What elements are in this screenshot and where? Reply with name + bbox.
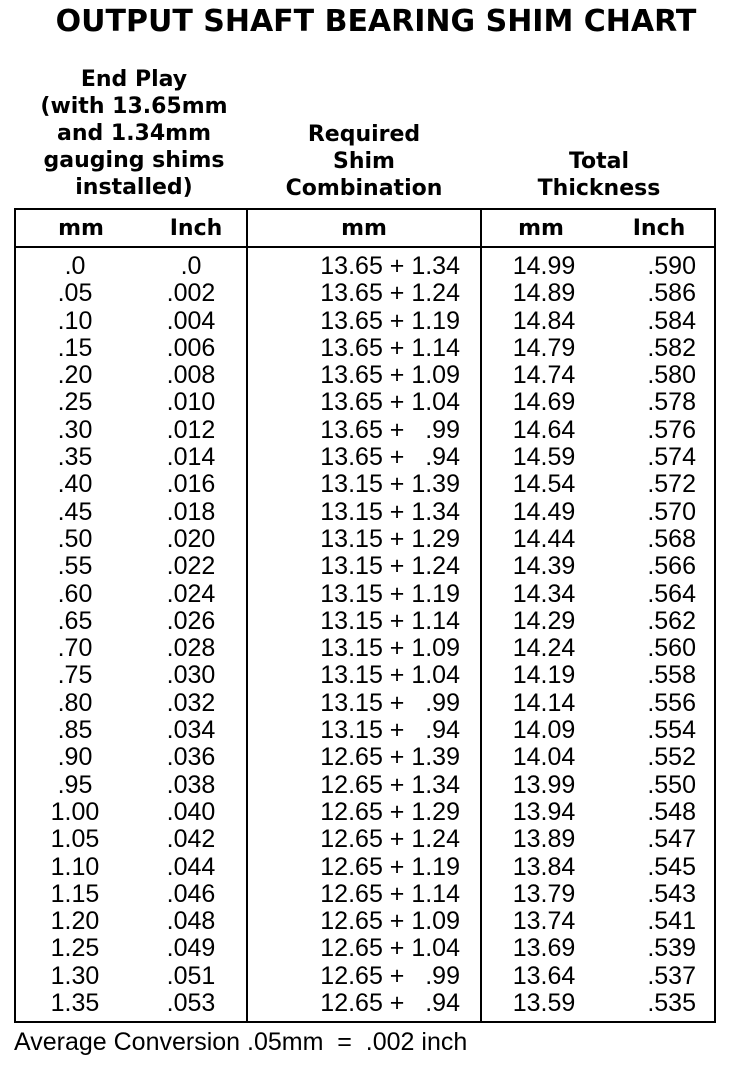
end-play-mm-cell: .45 [57, 497, 93, 526]
table-row [16, 526, 714, 553]
shim-combination-cell: 13.15 + 1.04 [320, 661, 460, 690]
end-play-inch-cell: .006 [166, 333, 216, 362]
end-play-mm-cell: .20 [57, 361, 93, 390]
page-title: OUTPUT SHAFT BEARING SHIM CHART [55, 4, 697, 39]
end-play-inch-cell: .012 [166, 415, 216, 444]
shim-combination-cell: 13.15 + .99 [320, 688, 460, 717]
shim-combination-cell: 13.15 + 1.24 [320, 552, 460, 581]
total-mm-cell: 13.69 [512, 934, 576, 963]
shim-combination-cell: 12.65 + .99 [320, 961, 460, 990]
shim-combination-cell: 13.15 + .94 [320, 716, 460, 745]
shim-combination-cell: 12.65 + 1.39 [320, 743, 460, 772]
end-play-mm-cell: .70 [57, 634, 93, 663]
shim-combination-cell: 12.65 + 1.19 [320, 852, 460, 881]
shim-combination-cell: 13.65 + 1.34 [320, 252, 460, 280]
total-inch-cell: .572 [647, 470, 696, 499]
end-play-inch-cell: .008 [166, 361, 216, 390]
total-mm-cell: 13.59 [512, 989, 576, 1018]
shim-combination-cell: 13.65 + 1.09 [320, 361, 460, 390]
table-row [16, 935, 714, 962]
end-play-inch-cell: .042 [166, 825, 216, 854]
total-inch-cell: .564 [647, 579, 696, 608]
table-row [16, 335, 714, 362]
total-mm-cell: 14.04 [512, 743, 576, 772]
total-mm-cell: 14.09 [512, 716, 576, 745]
shim-combination-cell: 13.65 + .99 [320, 415, 460, 444]
header-total-thickness: Total Thickness [537, 149, 661, 201]
total-mm-cell: 14.24 [512, 634, 576, 663]
total-inch-cell: .543 [647, 879, 696, 908]
table-row [16, 280, 714, 307]
shim-combination-cell: 12.65 + 1.14 [320, 879, 460, 908]
table-row [16, 799, 714, 826]
end-play-mm-cell: 1.10 [50, 852, 100, 881]
total-mm-cell: 14.74 [512, 361, 576, 390]
total-mm-cell: 14.49 [512, 497, 576, 526]
end-play-mm-cell: .25 [57, 388, 93, 417]
subheader-end-play-mm: mm [58, 216, 104, 241]
total-mm-cell: 14.54 [512, 470, 576, 499]
end-play-inch-cell: .026 [166, 606, 216, 635]
end-play-inch-cell: .051 [166, 961, 216, 990]
end-play-mm-cell: .05 [57, 279, 93, 308]
end-play-inch-cell: .048 [166, 907, 216, 936]
end-play-mm-cell: .65 [57, 606, 93, 635]
subheader-end-play-inch: Inch [169, 216, 223, 241]
table-row [16, 253, 714, 280]
total-inch-cell: .554 [647, 716, 696, 745]
end-play-inch-cell: .036 [166, 743, 216, 772]
total-mm-cell: 14.64 [512, 415, 576, 444]
total-inch-cell: .576 [647, 415, 696, 444]
table-row [16, 471, 714, 498]
total-inch-cell: .547 [647, 825, 696, 854]
total-inch-cell: .541 [647, 907, 696, 936]
total-mm-cell: 13.99 [512, 770, 576, 799]
total-mm-cell: 13.74 [512, 907, 576, 936]
table-row [16, 662, 714, 689]
end-play-mm-cell: 1.30 [50, 961, 100, 990]
table-row [16, 854, 714, 881]
end-play-mm-cell: .60 [57, 579, 93, 608]
end-play-mm-cell: .35 [57, 443, 93, 472]
end-play-mm-cell: .80 [57, 688, 93, 717]
total-inch-cell: .558 [647, 661, 696, 690]
table-row [16, 553, 714, 580]
table-row [16, 690, 714, 717]
end-play-inch-cell: .014 [166, 443, 216, 472]
shim-combination-cell: 13.65 + 1.19 [320, 306, 460, 335]
total-mm-cell: 13.84 [512, 852, 576, 881]
total-inch-cell: .574 [647, 443, 696, 472]
subheader-shim-mm: mm [341, 216, 387, 241]
end-play-inch-cell: .046 [166, 879, 216, 908]
conversion-note: Average Conversion .05mm = .002 inch [14, 1028, 468, 1056]
end-play-inch-cell: .022 [166, 552, 216, 581]
table-row [16, 826, 714, 853]
total-mm-cell: 14.14 [512, 688, 576, 717]
total-inch-cell: .556 [647, 688, 696, 717]
end-play-inch-cell: .049 [166, 934, 216, 963]
total-inch-cell: .537 [647, 961, 696, 990]
total-mm-cell: 14.34 [512, 579, 576, 608]
total-inch-cell: .562 [647, 606, 696, 635]
total-mm-cell: 14.84 [512, 306, 576, 335]
end-play-mm-cell: .0 [64, 252, 86, 280]
end-play-inch-cell: .020 [166, 524, 216, 553]
end-play-inch-cell: .038 [166, 770, 216, 799]
end-play-inch-cell: .004 [166, 306, 216, 335]
total-mm-cell: 14.99 [512, 252, 576, 280]
end-play-mm-cell: .95 [57, 770, 93, 799]
shim-combination-cell: 12.65 + .94 [320, 989, 460, 1018]
total-mm-cell: 14.79 [512, 333, 576, 362]
total-mm-cell: 14.69 [512, 388, 576, 417]
table-row [16, 908, 714, 935]
end-play-inch-cell: .024 [166, 579, 216, 608]
end-play-inch-cell: .028 [166, 634, 216, 663]
end-play-mm-cell: 1.05 [50, 825, 100, 854]
end-play-mm-cell: 1.35 [50, 989, 100, 1018]
total-mm-cell: 14.29 [512, 606, 576, 635]
shim-combination-cell: 12.65 + 1.09 [320, 907, 460, 936]
end-play-mm-cell: .90 [57, 743, 93, 772]
total-inch-cell: .568 [647, 524, 696, 553]
table-body [16, 253, 714, 1017]
table-row [16, 772, 714, 799]
shim-combination-cell: 13.15 + 1.39 [320, 470, 460, 499]
total-inch-cell: .590 [647, 252, 696, 280]
end-play-inch-cell: .030 [166, 661, 216, 690]
end-play-mm-cell: .10 [57, 306, 93, 335]
shim-combination-cell: 12.65 + 1.34 [320, 770, 460, 799]
end-play-inch-cell: .044 [166, 852, 216, 881]
end-play-inch-cell: .010 [166, 388, 216, 417]
total-mm-cell: 14.19 [512, 661, 576, 690]
shim-combination-cell: 13.65 + 1.04 [320, 388, 460, 417]
shim-combination-cell: 13.15 + 1.19 [320, 579, 460, 608]
total-inch-cell: .535 [647, 989, 696, 1018]
header-end-play: End Play (with 13.65mm and 1.34mm gauging shims installed) [40, 67, 228, 200]
subheader-total-inch: Inch [632, 216, 686, 241]
shim-combination-cell: 13.65 + .94 [320, 443, 460, 472]
total-inch-cell: .584 [647, 306, 696, 335]
end-play-mm-cell: 1.00 [50, 797, 100, 826]
table-row [16, 308, 714, 335]
table-row [16, 881, 714, 908]
table-row [16, 717, 714, 744]
total-inch-cell: .539 [647, 934, 696, 963]
total-inch-cell: .550 [647, 770, 696, 799]
shim-combination-cell: 13.15 + 1.29 [320, 524, 460, 553]
shim-combination-cell: 12.65 + 1.29 [320, 797, 460, 826]
table-row [16, 963, 714, 990]
total-mm-cell: 13.79 [512, 879, 576, 908]
table-row [16, 635, 714, 662]
table-row [16, 744, 714, 771]
shim-combination-cell: 13.15 + 1.34 [320, 497, 460, 526]
total-mm-cell: 14.44 [512, 524, 576, 553]
end-play-mm-cell: 1.15 [50, 879, 100, 908]
total-inch-cell: .582 [647, 333, 696, 362]
total-inch-cell: .570 [647, 497, 696, 526]
total-inch-cell: .566 [647, 552, 696, 581]
end-play-mm-cell: .50 [57, 524, 93, 553]
end-play-mm-cell: .40 [57, 470, 93, 499]
total-mm-cell: 13.94 [512, 797, 576, 826]
end-play-inch-cell: .018 [166, 497, 216, 526]
shim-combination-cell: 12.65 + 1.24 [320, 825, 460, 854]
subheader-total-mm: mm [518, 216, 564, 241]
table-row [16, 990, 714, 1017]
shim-combination-cell: 12.65 + 1.04 [320, 934, 460, 963]
total-mm-cell: 13.64 [512, 961, 576, 990]
end-play-inch-cell: .040 [166, 797, 216, 826]
end-play-mm-cell: .75 [57, 661, 93, 690]
end-play-mm-cell: .85 [57, 716, 93, 745]
total-mm-cell: 14.39 [512, 552, 576, 581]
total-inch-cell: .552 [647, 743, 696, 772]
end-play-mm-cell: .15 [57, 333, 93, 362]
header-required-shim: Required Shim Combination [285, 122, 443, 201]
table-row [16, 499, 714, 526]
shim-combination-cell: 13.15 + 1.09 [320, 634, 460, 663]
end-play-inch-cell: .002 [166, 279, 216, 308]
shim-table [14, 208, 716, 1023]
table-row [16, 581, 714, 608]
total-mm-cell: 13.89 [512, 825, 576, 854]
table-row [16, 389, 714, 416]
total-inch-cell: .586 [647, 279, 696, 308]
table-row [16, 444, 714, 471]
end-play-inch-cell: .016 [166, 470, 216, 499]
shim-combination-cell: 13.15 + 1.14 [320, 606, 460, 635]
end-play-inch-cell: .034 [166, 716, 216, 745]
table-row [16, 608, 714, 635]
total-inch-cell: .578 [647, 388, 696, 417]
end-play-mm-cell: 1.20 [50, 907, 100, 936]
end-play-inch-cell: .053 [166, 989, 216, 1018]
end-play-mm-cell: .55 [57, 552, 93, 581]
end-play-inch-cell: .032 [166, 688, 216, 717]
total-inch-cell: .580 [647, 361, 696, 390]
total-inch-cell: .560 [647, 634, 696, 663]
shim-combination-cell: 13.65 + 1.24 [320, 279, 460, 308]
end-play-inch-cell: .0 [180, 252, 202, 280]
table-row [16, 417, 714, 444]
shim-combination-cell: 13.65 + 1.14 [320, 333, 460, 362]
end-play-mm-cell: .30 [57, 415, 93, 444]
total-mm-cell: 14.89 [512, 279, 576, 308]
table-row [16, 362, 714, 389]
total-inch-cell: .548 [647, 797, 696, 826]
end-play-mm-cell: 1.25 [50, 934, 100, 963]
total-mm-cell: 14.59 [512, 443, 576, 472]
total-inch-cell: .545 [647, 852, 696, 881]
